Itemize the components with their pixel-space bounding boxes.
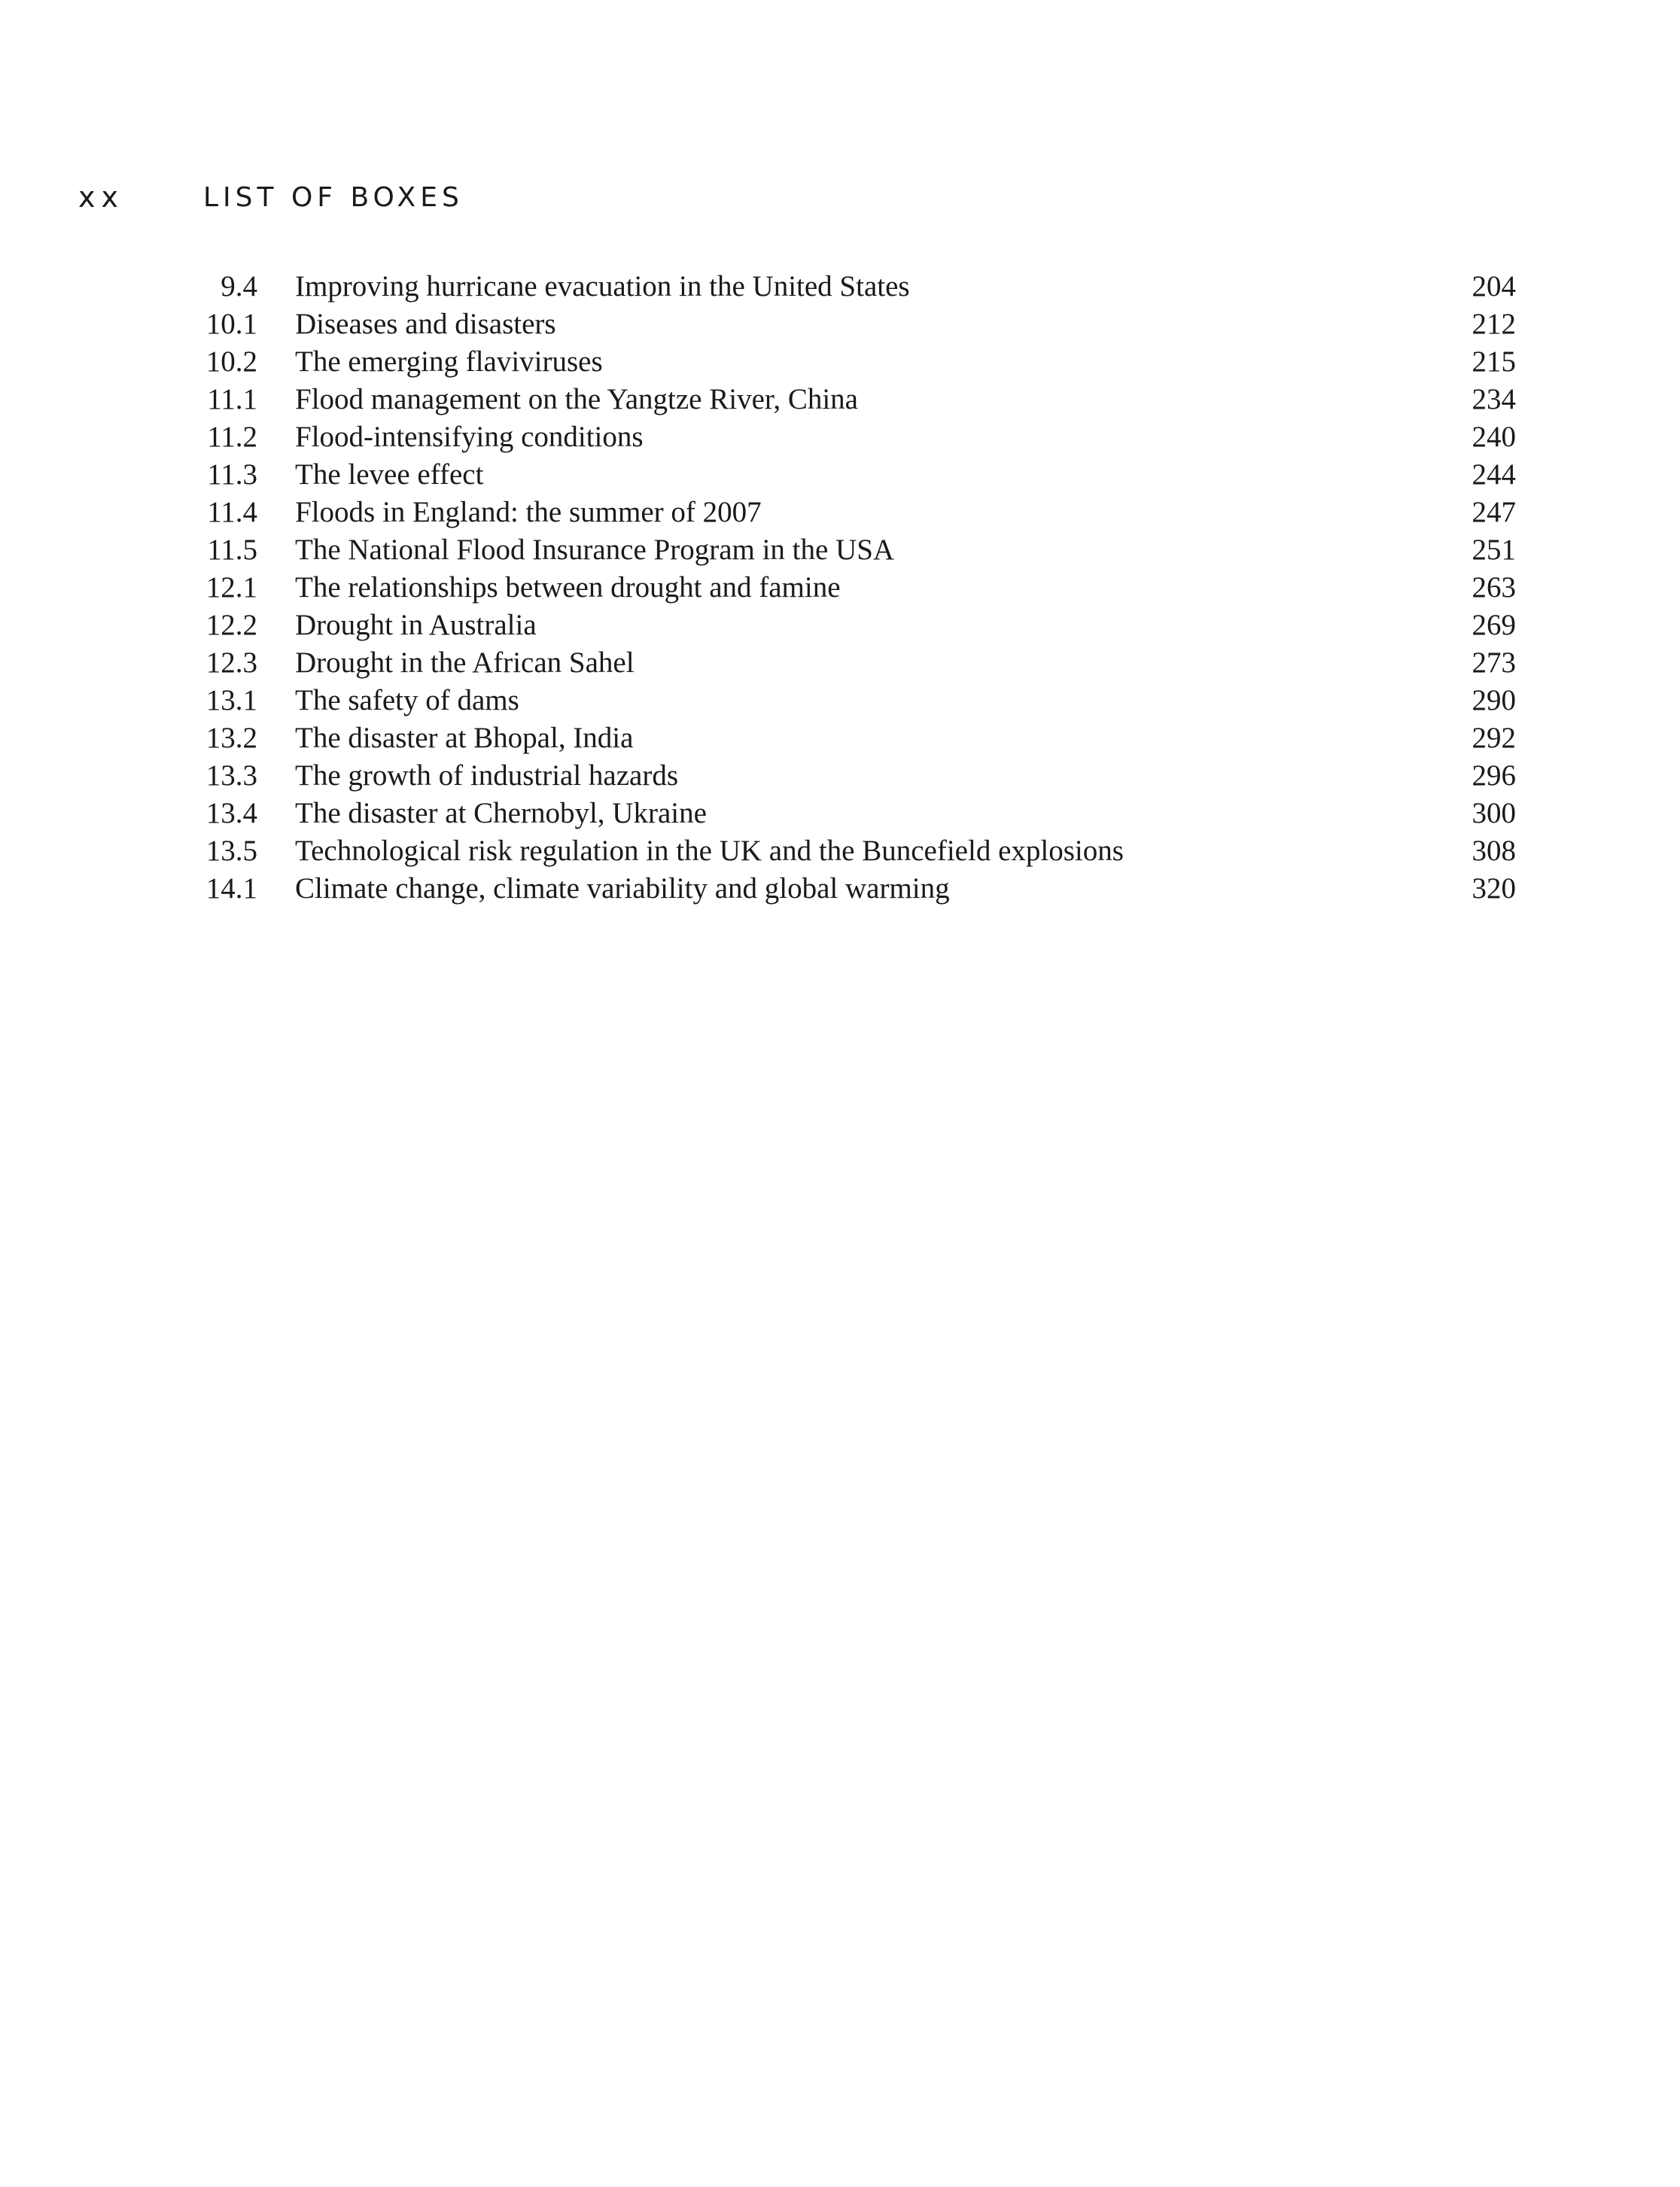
box-title: The disaster at Chernobyl, Ukraine bbox=[295, 797, 707, 829]
box-page-number: 296 bbox=[1472, 759, 1516, 792]
box-page-number: 215 bbox=[1472, 345, 1516, 378]
box-title: The growth of industrial hazards bbox=[295, 759, 679, 792]
list-item bbox=[181, 531, 1516, 569]
list-item bbox=[181, 494, 1516, 531]
box-page-number: 273 bbox=[1472, 646, 1516, 679]
box-page-number: 263 bbox=[1472, 571, 1516, 604]
list-item bbox=[181, 870, 1516, 908]
box-title: Floods in England: the summer of 2007 bbox=[295, 496, 762, 528]
box-page-number: 247 bbox=[1472, 496, 1516, 528]
box-number: 11.5 bbox=[207, 534, 257, 566]
list-item bbox=[181, 607, 1516, 644]
box-title: Technological risk regulation in the UK and the Buncefield explosions bbox=[295, 835, 1124, 867]
list-item bbox=[181, 682, 1516, 719]
list-item bbox=[181, 268, 1516, 306]
list-item bbox=[181, 832, 1516, 870]
list-item bbox=[181, 418, 1516, 456]
list-item bbox=[181, 644, 1516, 682]
box-number: 13.1 bbox=[205, 684, 257, 716]
box-title: The emerging flaviviruses bbox=[295, 345, 603, 378]
box-page-number: 204 bbox=[1472, 270, 1516, 303]
box-number: 9.4 bbox=[221, 270, 257, 303]
list-of-boxes bbox=[181, 268, 1516, 908]
box-page-number: 300 bbox=[1472, 797, 1516, 829]
box-page-number: 240 bbox=[1472, 421, 1516, 453]
list-item bbox=[181, 343, 1516, 381]
box-number: 12.2 bbox=[205, 609, 257, 641]
box-number: 13.4 bbox=[205, 797, 257, 829]
list-item bbox=[181, 456, 1516, 494]
box-page-number: 308 bbox=[1472, 835, 1516, 867]
box-page-number: 212 bbox=[1472, 308, 1516, 340]
box-title: Climate change, climate variability and global warming bbox=[295, 872, 950, 905]
box-number: 11.1 bbox=[207, 383, 257, 415]
box-page-number: 292 bbox=[1472, 722, 1516, 754]
box-number: 12.3 bbox=[205, 646, 257, 679]
box-title: Flood management on the Yangtze River, China bbox=[295, 383, 858, 415]
list-item bbox=[181, 719, 1516, 757]
box-number: 10.2 bbox=[205, 345, 257, 378]
box-title: Drought in the African Sahel bbox=[295, 646, 635, 679]
box-number: 14.1 bbox=[205, 872, 257, 905]
box-title: The National Flood Insurance Program in the USA bbox=[295, 534, 895, 566]
box-title: The levee effect bbox=[295, 458, 484, 491]
box-number: 11.4 bbox=[207, 496, 257, 528]
page-title: LIST OF BOXES bbox=[203, 181, 464, 213]
list-item bbox=[181, 381, 1516, 418]
box-page-number: 290 bbox=[1472, 684, 1516, 716]
box-title: The relationships between drought and famine bbox=[295, 571, 841, 604]
list-item bbox=[181, 757, 1516, 795]
list-item bbox=[181, 306, 1516, 343]
box-number: 13.3 bbox=[205, 759, 257, 792]
box-page-number: 234 bbox=[1472, 383, 1516, 415]
box-title: The disaster at Bhopal, India bbox=[295, 722, 634, 754]
box-number: 12.1 bbox=[205, 571, 257, 604]
box-title: Diseases and disasters bbox=[295, 308, 556, 340]
box-title: Improving hurricane evacuation in the United States bbox=[295, 270, 910, 303]
running-head bbox=[78, 175, 464, 220]
box-number: 11.2 bbox=[207, 421, 257, 453]
box-number: 11.3 bbox=[207, 458, 257, 491]
box-number: 13.5 bbox=[205, 835, 257, 867]
box-page-number: 251 bbox=[1472, 534, 1516, 566]
box-title: The safety of dams bbox=[295, 684, 519, 716]
list-item bbox=[181, 569, 1516, 607]
page-number: xx bbox=[78, 181, 124, 214]
box-page-number: 320 bbox=[1472, 872, 1516, 905]
list-item bbox=[181, 795, 1516, 832]
box-page-number: 244 bbox=[1472, 458, 1516, 491]
box-number: 10.1 bbox=[205, 308, 257, 340]
box-title: Flood-intensifying conditions bbox=[295, 421, 644, 453]
box-number: 13.2 bbox=[205, 722, 257, 754]
box-page-number: 269 bbox=[1472, 609, 1516, 641]
box-title: Drought in Australia bbox=[295, 609, 537, 641]
